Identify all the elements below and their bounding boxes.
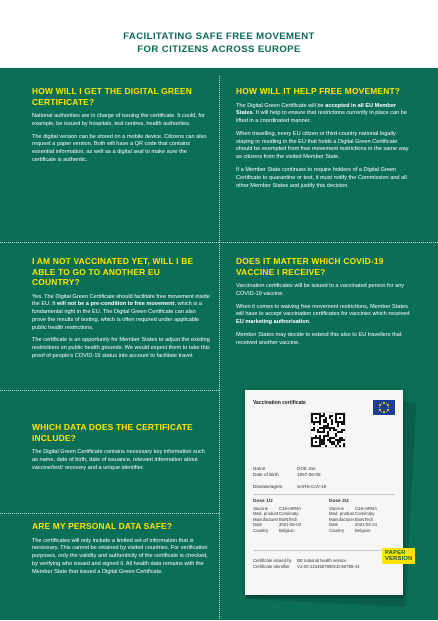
cert-value: 1957-06-05 <box>297 472 321 477</box>
certificate-title: Vaccination certificate <box>253 400 306 406</box>
title-line-1: FACILITATING SAFE FREE MOVEMENT <box>123 31 315 42</box>
cert-separator <box>253 494 395 495</box>
paragraph: Vaccination certificates will be issued to a vaccinated person for any COVID-19 vaccine. <box>236 283 405 297</box>
qr-module <box>313 429 315 431</box>
dose-value: Belgium <box>355 527 371 533</box>
cert-disease-row <box>253 484 326 490</box>
dose-value: 2021-02-24 <box>355 522 377 527</box>
text: The Digital Green Certificate will be <box>236 102 326 109</box>
qr-module <box>339 441 341 443</box>
dose-title: Dose 1/2 <box>253 499 273 504</box>
section-which-data <box>32 422 210 477</box>
qr-code-icon <box>310 412 346 448</box>
paper-version-badge: PAPER VERSION <box>382 548 415 564</box>
qr-module <box>323 431 325 433</box>
section-heading: HOW WILL IT HELP FREE MOVEMENT? <box>236 86 401 96</box>
qr-module <box>325 445 327 447</box>
cert-label: Date of Birth <box>253 472 279 477</box>
dose-label: Country <box>329 527 345 533</box>
cert-value: V1-00-1234567890CD-56789-44 <box>297 564 360 569</box>
qr-module <box>341 431 343 433</box>
bold-text: will not be a pre-condition to free movement <box>56 301 175 308</box>
section-heading: DOES IT MATTER WHICH COVID-19 VACCINE I RECEIVE? <box>236 256 384 277</box>
qr-module <box>315 441 317 443</box>
dose-label: Med. product <box>253 511 279 516</box>
dose-value: C19-mRNA <box>355 505 377 511</box>
cert-label: Disease/agent <box>253 484 283 489</box>
eu-star <box>383 402 385 404</box>
dose-value: 2021-02-03 <box>279 522 301 527</box>
cert-label: Name <box>253 466 266 471</box>
qr-module <box>343 445 345 447</box>
qr-module <box>331 415 333 417</box>
text: When it comes to waiving free movement restrictions, Member States will have to accept vaccination certificates for vaccines which received <box>236 303 410 318</box>
paragraph: The digital version can be stored on a mobile device. Citizens can also request a paper version. Both will have a QR code that contains essential information, as well as a digital seal to make sure the certificate is authentic. <box>32 133 207 163</box>
qr-module <box>343 429 345 431</box>
paragraph: When travelling, every EU citizen or third-country national legally staying or residing in the EU that holds a Digital Green Certificate should be exempted from free movement restrictions in the same way as citizens from the visited Member State. <box>236 130 409 161</box>
qr-module <box>335 445 337 447</box>
dose-value: BioNTech <box>279 516 298 522</box>
dose-label: Vaccine <box>329 505 344 511</box>
dose-row <box>329 528 377 534</box>
dose-label: Vaccine <box>253 505 268 511</box>
section-get-certificate <box>32 86 208 170</box>
bold-text: EU marketing authorisation <box>236 319 310 326</box>
eu-star <box>387 409 389 411</box>
page-title <box>0 0 438 56</box>
section-heading: WHICH DATA DOES THE CERTIFICATE INCLUDE? <box>32 422 193 443</box>
dose-value: Comirnaty <box>279 511 299 516</box>
eu-flag-icon <box>373 400 395 415</box>
section-heading: HOW WILL I GET THE DIGITAL GREEN CERTIFICATE? <box>32 86 192 107</box>
eu-star <box>379 409 381 411</box>
qr-module <box>329 429 331 431</box>
eu-star <box>383 411 385 413</box>
paragraph: Member States may decide to extend this also to EU travellers that received another vaccine. <box>236 331 402 346</box>
text: . It will help to ensure that restrictions currently in place can be lifted in a coordinated manner. <box>236 110 408 125</box>
dose-value: Comirnaty <box>355 511 375 516</box>
dose-label: Manufacturer <box>329 516 355 522</box>
cert-value: SARS-CoV-19 <box>297 484 327 489</box>
qr-module <box>339 445 341 447</box>
qr-module <box>315 417 317 419</box>
dose-row <box>253 528 301 534</box>
dose-label: Manufacturer <box>253 516 279 522</box>
eu-star <box>386 411 388 413</box>
dose-value: BioNTech <box>355 516 374 522</box>
qr-module <box>331 423 333 425</box>
dose-label: Date <box>329 522 339 527</box>
qr-module <box>343 439 345 441</box>
row-divider-right-1 <box>219 242 438 243</box>
dose-label: Date <box>253 522 263 527</box>
paragraph: National authorities are in charge of issuing the certificate. It could, for example, be issued by hospitals, test centres, health authorities. <box>32 113 205 127</box>
dose-1-block <box>253 499 301 533</box>
qr-module <box>319 423 321 425</box>
paragraph: If a Member State continues to require holders of a Digital Green Certificate to quarantine or test, it must notify the Commission and all other Member States and justify this decision. <box>236 167 407 189</box>
dose-label: Country <box>253 527 269 533</box>
section-not-vaccinated <box>32 256 210 366</box>
bold-text: accepted in all EU Member States <box>236 102 397 117</box>
dose-title: Dose 2/2 <box>329 499 349 504</box>
eu-star <box>379 404 381 406</box>
qr-module <box>339 417 341 419</box>
text: Yes. The Digital Green Certificate should facilitate free movement inside the EU. It <box>32 293 210 308</box>
qr-module <box>313 423 315 425</box>
row-divider-left-2 <box>0 390 219 391</box>
text: . <box>309 319 311 326</box>
paragraph: The Digital Green Certificate contains necessary key information such as name, date of birth, date of issuance, relevant information about vaccine/test/ recovery and a unique identifier. <box>32 449 205 471</box>
paragraph <box>236 304 414 327</box>
section-heading: I AM NOT VACCINATED YET, WILL I BE ABLE TO GO TO ANOTHER EU COUNTRY? <box>32 256 194 287</box>
dose-value: Belgium <box>279 527 295 533</box>
cert-label: Certificate identifier <box>253 564 290 569</box>
qr-module <box>335 435 337 437</box>
dose-label: Med. product <box>329 511 355 516</box>
cert-dob-row <box>253 472 321 478</box>
paragraph <box>32 294 210 333</box>
row-divider-left-3 <box>0 513 219 514</box>
dose-value: C19-mRNA <box>279 505 301 511</box>
eu-star <box>387 404 389 406</box>
section-help-free-movement <box>236 86 414 195</box>
certificate-card <box>245 390 403 595</box>
cert-value: BE national health service <box>297 558 347 563</box>
qr-module <box>343 423 345 425</box>
text: , which is a fundamental right in the EU. The Digital Green Certificate can also prove the results of testing, which is often required under applicable public health restrictions. <box>32 301 203 331</box>
section-heading: ARE MY PERSONAL DATA SAFE? <box>32 521 173 531</box>
cert-identifier-row <box>253 564 360 570</box>
page-header <box>0 0 438 68</box>
paragraph: The certificate is an opportunity for Member States to adjust the existing restrictions on public health grounds. We would expect them to take this proof of people's COVID-19 status into account to facilitate travel. <box>32 337 210 360</box>
section-which-vaccine <box>236 256 414 353</box>
paragraph: The certificates will only include a limited set of information that is necessary. This cannot be retained by visited countries. For verification purposes, only the validity and authenticity of the certificate is checked, by verifying who issued and signed it. All health data remains with the Member State that issued a Digital Green Certificate. <box>32 537 208 575</box>
qr-module <box>319 445 321 447</box>
qr-module <box>337 425 339 427</box>
cert-separator <box>253 550 395 551</box>
column-divider <box>219 76 220 621</box>
cert-label: Certificate issued by <box>253 558 292 563</box>
paragraph <box>236 103 414 126</box>
cert-value: DOE Joe <box>297 466 316 471</box>
certificate-illustration <box>245 390 413 605</box>
dose-2-block <box>329 499 377 533</box>
row-divider-left-1 <box>0 242 219 243</box>
section-data-safe <box>32 521 210 581</box>
title-line-2: FOR CITIZENS ACROSS EUROPE <box>137 44 301 55</box>
